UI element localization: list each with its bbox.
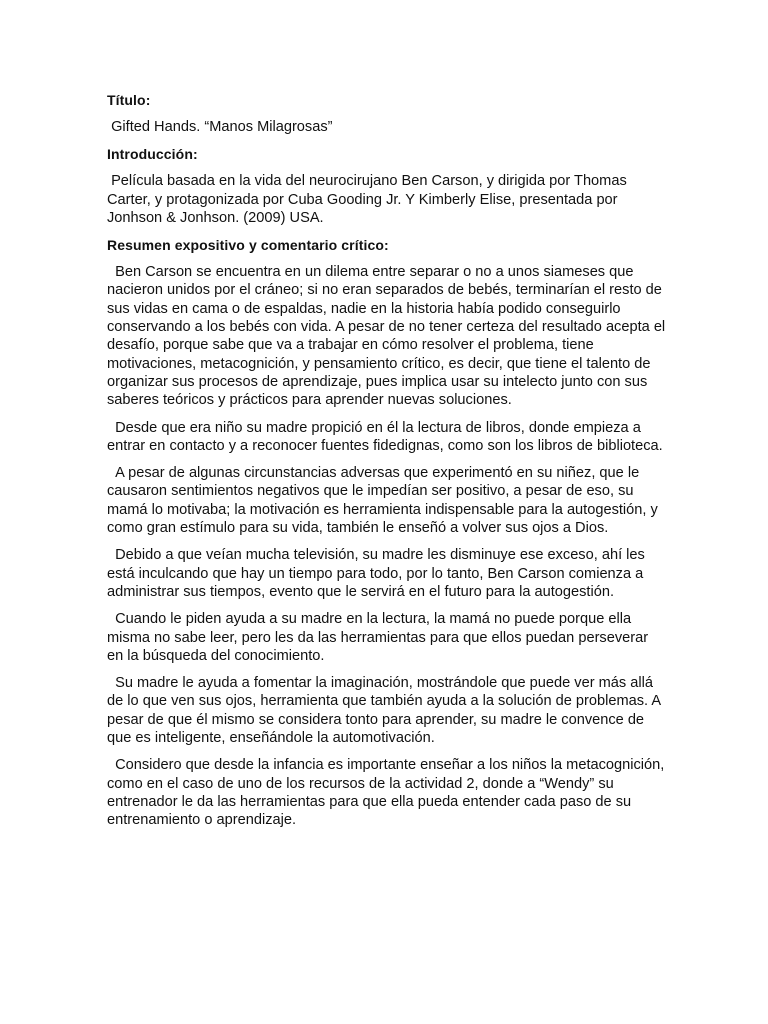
title-text: Gifted Hands. “Manos Milagrosas” xyxy=(107,119,333,135)
summary-paragraph-1: Ben Carson se encuentra en un dilema entre separar o no a unos siameses que nacieron unidos por el cráneo; si no eran separados de bebés, terminarían el resto de sus vidas en cama o de espaldas, nadie en la historia había podido conseguirlo conservando a los bebés con vida. A pesar de no tener certeza del resultado acepta el desafío, porque sabe que va a trabajar en cómo resolver el problema, tiene motivaciones, metacognición, y pensamiento crítico, es decir, que tiene el talento de organizar sus procesos de aprendizaje, pues implica usar su intelecto junto con sus saberes teóricos y prácticos para aprender nuevas soluciones. xyxy=(107,264,670,409)
title-heading: Título: xyxy=(107,92,151,108)
summary-paragraph-7: Considero que desde la infancia es importante enseñar a los niños la metacognición, como en el caso de uno de los recursos de la actividad 2, donde a “Wendy” su entrenador le da las herramientas para que ella pueda entender cada paso de su entrenamiento o aprendizaje. xyxy=(107,757,669,829)
introduction-heading: Introducción: xyxy=(107,146,198,163)
summary-paragraph-3: A pesar de algunas circunstancias adversas que experimentó en su niñez, que le causaron sentimientos negativos que le impedían ser positivo, a pesar de eso, su mamá lo motivaba; la motivación es herramienta indispensable para la autogestión, y como gran estímulo para su vida, también le enseñó a volver sus ojos a Dios. xyxy=(107,465,662,537)
summary-paragraph-4: Debido a que veían mucha televisión, su madre les disminuye ese exceso, ahí les está inculcando que hay un tiempo para todo, por lo tanto, Ben Carson comienza a administrar sus tiempos, evento que le servirá en el futuro para la autogestión. xyxy=(107,547,649,600)
introduction-text: Película basada en la vida del neurocirujano Ben Carson, y dirigida por Thomas Carter, y protagonizada por Cuba Gooding Jr. Y Kimberly Elise, presentada por Jonhson & Jonhson. (2009) USA. xyxy=(107,173,631,226)
summary-paragraph-6: Su madre le ayuda a fomentar la imaginación, mostrándole que puede ver más allá de lo que ven sus ojos, herramienta que también ayuda a la solución de problemas. A pesar de que él mismo se considera tonto para aprender, su madre le convence de que es inteligente, enseñándole la automotivación. xyxy=(107,675,665,747)
summary-paragraph-2: Desde que era niño su madre propició en él la lectura de libros, donde empieza a entrar en contacto y a reconocer fuentes fidedignas, como son los libros de biblioteca. xyxy=(107,419,663,454)
summary-heading: Resumen expositivo y comentario crítico: xyxy=(107,237,389,254)
document-page xyxy=(107,91,670,839)
summary-paragraph-5: Cuando le piden ayuda a su madre en la lectura, la mamá no puede porque ella misma no sabe leer, pero les da las herramientas para que ellos puedan perseverar en la búsqueda del conocimiento. xyxy=(107,611,653,664)
